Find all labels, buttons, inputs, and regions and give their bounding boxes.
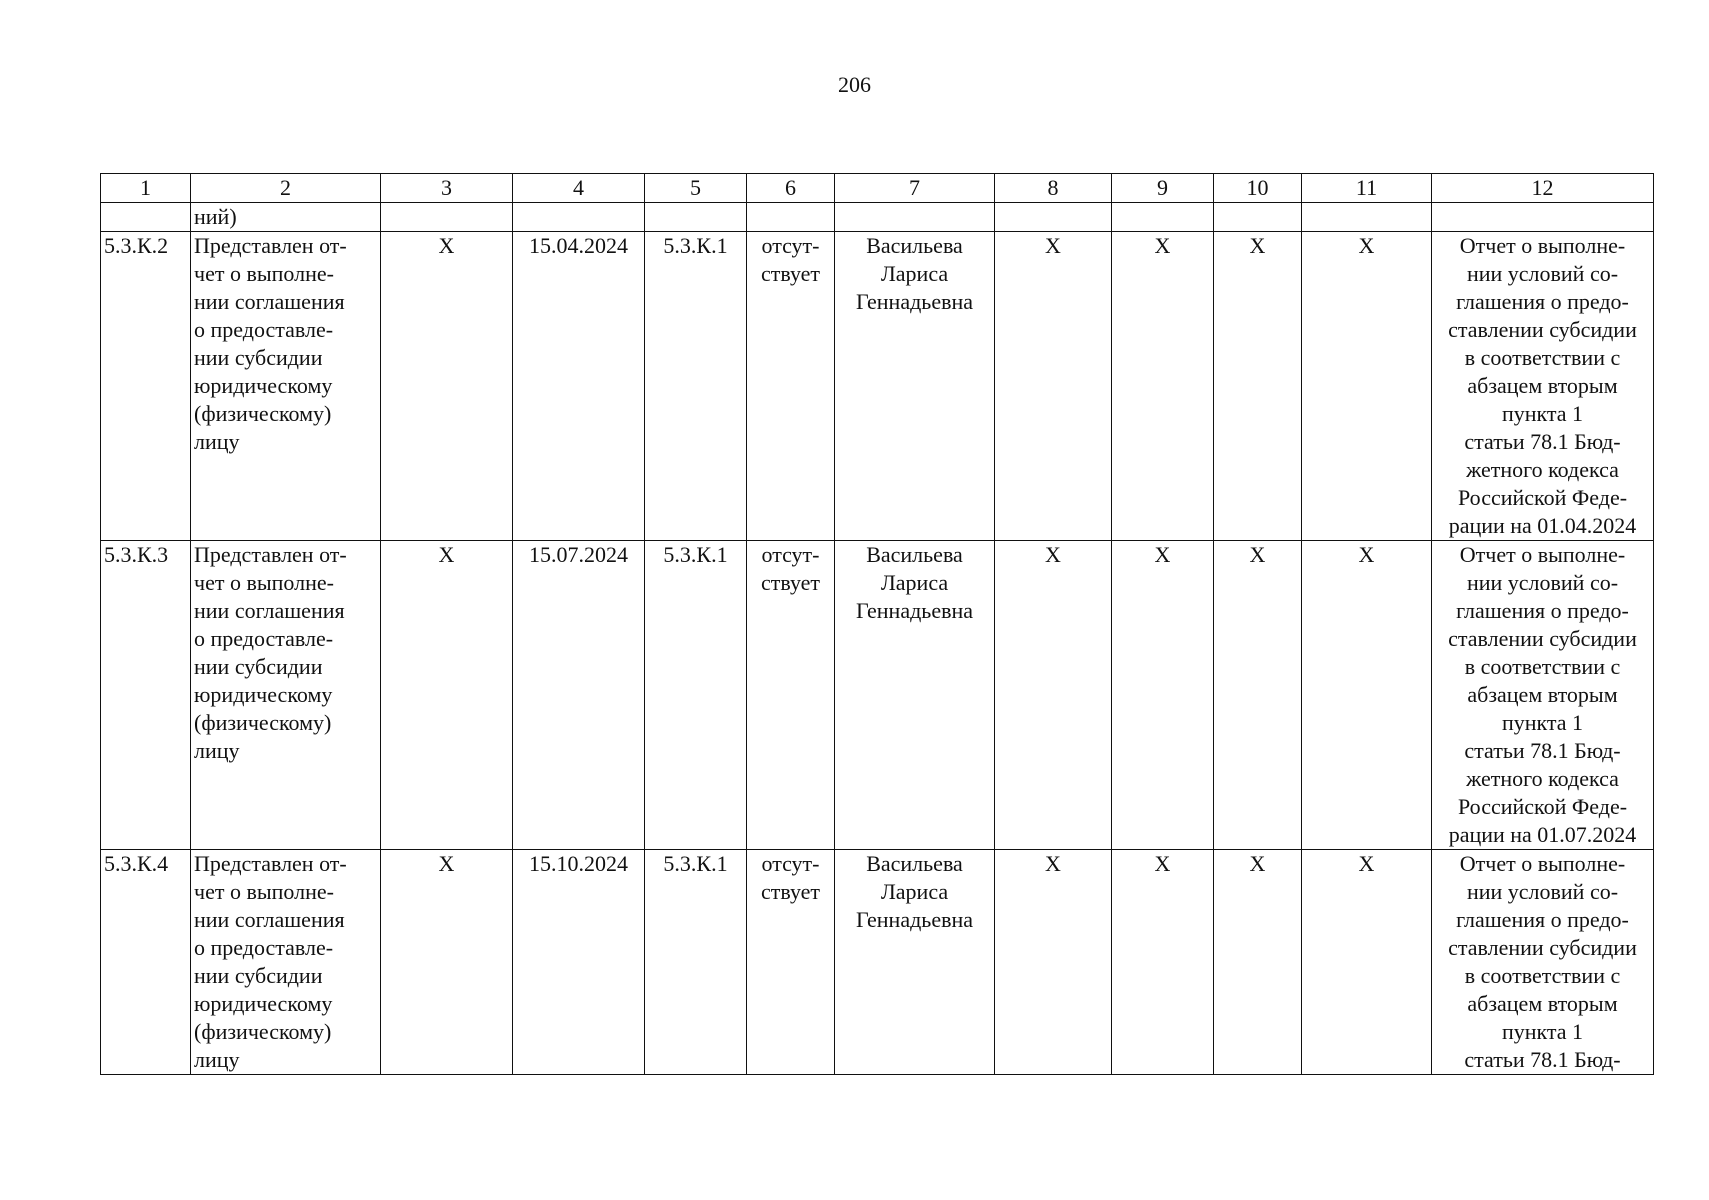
column-number: 4 bbox=[513, 174, 645, 203]
x-mark: Х bbox=[381, 541, 513, 850]
x-mark: Х bbox=[995, 541, 1112, 850]
table-cell bbox=[747, 203, 835, 232]
table-cell bbox=[1432, 203, 1654, 232]
table-row bbox=[101, 850, 1654, 1075]
table-cell bbox=[101, 203, 191, 232]
x-mark: Х bbox=[381, 850, 513, 1075]
event-description: Представлен от- чет о выполне- нии соглашения о предоставле- нии субсидии юридическому (физическому) лицу bbox=[191, 850, 381, 1075]
due-date: 15.07.2024 bbox=[513, 541, 645, 850]
event-description: Представлен от- чет о выполне- нии соглашения о предоставле- нии субсидии юридическому (физическому) лицу bbox=[191, 232, 381, 541]
x-mark: Х bbox=[1302, 850, 1432, 1075]
predecessor-code: 5.3.К.1 bbox=[645, 541, 747, 850]
table-cell bbox=[381, 203, 513, 232]
table-cell bbox=[513, 203, 645, 232]
column-number: 6 bbox=[747, 174, 835, 203]
x-mark: Х bbox=[1214, 850, 1302, 1075]
responsible-person: Васильева Лариса Геннадьевна bbox=[835, 850, 995, 1075]
x-mark: Х bbox=[1112, 541, 1214, 850]
x-mark: Х bbox=[995, 232, 1112, 541]
x-mark: Х bbox=[995, 850, 1112, 1075]
table-row bbox=[101, 232, 1654, 541]
responsible-person: Васильева Лариса Геннадьевна bbox=[835, 541, 995, 850]
table-cell bbox=[835, 203, 995, 232]
column-number: 8 bbox=[995, 174, 1112, 203]
type-value: отсут- ствует bbox=[747, 850, 835, 1075]
column-number: 10 bbox=[1214, 174, 1302, 203]
column-number: 1 bbox=[101, 174, 191, 203]
column-number: 3 bbox=[381, 174, 513, 203]
table-cell bbox=[995, 203, 1112, 232]
type-value: отсут- ствует bbox=[747, 541, 835, 850]
column-number: 2 bbox=[191, 174, 381, 203]
column-number: 7 bbox=[835, 174, 995, 203]
predecessor-code: 5.3.К.1 bbox=[645, 232, 747, 541]
predecessor-code: 5.3.К.1 bbox=[645, 850, 747, 1075]
x-mark: Х bbox=[1302, 541, 1432, 850]
table-cell bbox=[1112, 203, 1214, 232]
supporting-document: Отчет о выполне- нии условий со- глашения о предо- ставлении субсидии в соответствии с абзацем вторым пункта 1 статьи 78.1 Бюд- жетного кодекса Российской Феде- рации на 01.04.2024 bbox=[1432, 232, 1654, 541]
table-cell bbox=[1214, 203, 1302, 232]
responsible-person: Васильева Лариса Геннадьевна bbox=[835, 232, 995, 541]
supporting-document: Отчет о выполне- нии условий со- глашения о предо- ставлении субсидии в соответствии с абзацем вторым пункта 1 статьи 78.1 Бюд- жетного кодекса Российской Феде- рации на 01.07.2024 bbox=[1432, 541, 1654, 850]
control-points-table bbox=[100, 173, 1654, 1075]
x-mark: Х bbox=[1112, 232, 1214, 541]
table-cell bbox=[1302, 203, 1432, 232]
table-row bbox=[101, 541, 1654, 850]
type-value: отсут- ствует bbox=[747, 232, 835, 541]
supporting-document: Отчет о выполне- нии условий со- глашения о предо- ставлении субсидии в соответствии с абзацем вторым пункта 1 статьи 78.1 Бюд- bbox=[1432, 850, 1654, 1075]
x-mark: Х bbox=[1214, 232, 1302, 541]
due-date: 15.10.2024 bbox=[513, 850, 645, 1075]
due-date: 15.04.2024 bbox=[513, 232, 645, 541]
x-mark: Х bbox=[381, 232, 513, 541]
page-number: 206 bbox=[838, 72, 871, 97]
column-number: 5 bbox=[645, 174, 747, 203]
row-code: 5.3.К.4 bbox=[101, 850, 191, 1075]
row-code: 5.3.К.2 bbox=[101, 232, 191, 541]
column-number: 9 bbox=[1112, 174, 1214, 203]
row-code: 5.3.К.3 bbox=[101, 541, 191, 850]
column-number-row bbox=[101, 174, 1654, 203]
x-mark: Х bbox=[1302, 232, 1432, 541]
table-cell bbox=[645, 203, 747, 232]
x-mark: Х bbox=[1214, 541, 1302, 850]
column-number: 11 bbox=[1302, 174, 1432, 203]
column-number: 12 bbox=[1432, 174, 1654, 203]
x-mark: Х bbox=[1112, 850, 1214, 1075]
event-description: Представлен от- чет о выполне- нии соглашения о предоставле- нии субсидии юридическому (физическому) лицу bbox=[191, 541, 381, 850]
table-cell: ний) bbox=[191, 203, 381, 232]
continuation-row bbox=[101, 203, 1654, 232]
